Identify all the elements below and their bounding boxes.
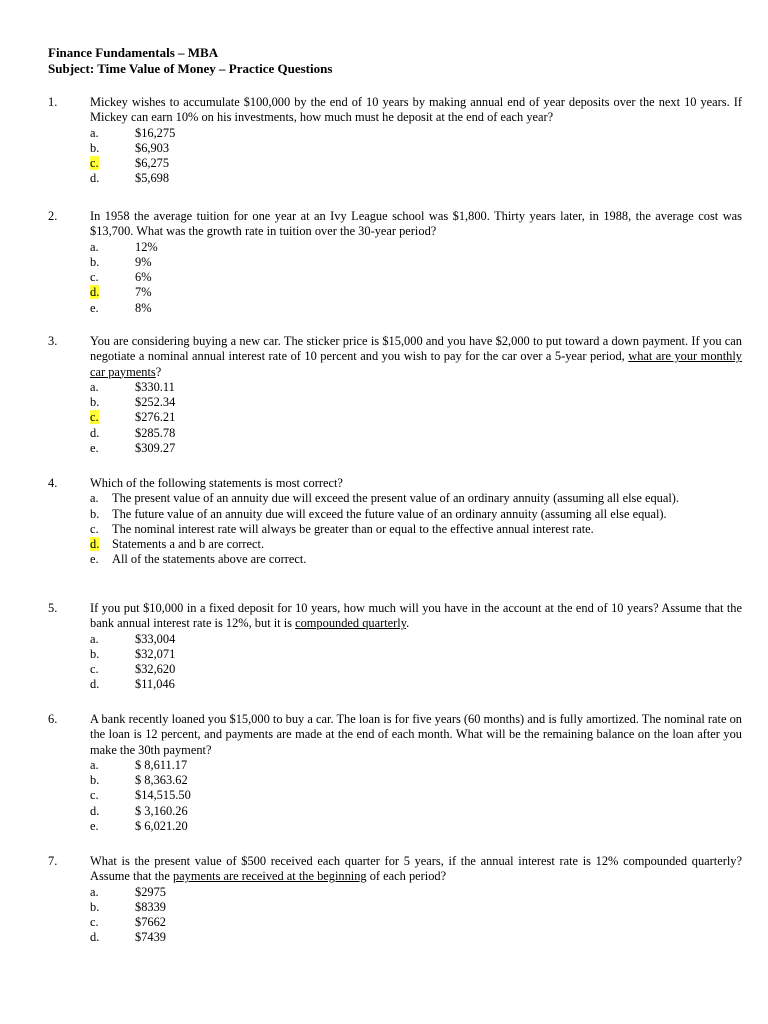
question-number: 5. xyxy=(48,601,58,615)
option-value: $330.11 xyxy=(135,379,175,394)
option-row xyxy=(48,885,742,900)
option-value: $14,515.50 xyxy=(135,788,191,803)
option-letter: a. xyxy=(90,884,99,899)
option-value: $16,275 xyxy=(135,125,176,140)
option-row xyxy=(48,410,742,425)
option-letter: b. xyxy=(90,899,100,914)
option-row xyxy=(48,552,742,567)
option-letter: d. xyxy=(90,803,100,818)
option-row xyxy=(48,819,742,834)
option-letter: e. xyxy=(90,300,99,315)
option-letter-highlighted: c. xyxy=(90,156,99,171)
document-header xyxy=(48,45,332,77)
option-letter: a. xyxy=(90,631,99,646)
option-letter-highlighted: c. xyxy=(90,410,99,425)
option-value: 8% xyxy=(135,300,152,315)
option-value: $ 6,021.20 xyxy=(135,819,188,834)
underlined-phrase: what are your monthly car payments xyxy=(90,349,742,379)
option-value: 6% xyxy=(135,270,152,285)
option-row xyxy=(48,441,742,456)
question-6 xyxy=(48,712,742,834)
option-row xyxy=(48,677,742,692)
option-row xyxy=(48,380,742,395)
option-value: $252.34 xyxy=(135,395,176,410)
option-row xyxy=(48,270,742,285)
underlined-phrase: payments are received at the beginning xyxy=(172,869,367,884)
option-row xyxy=(48,301,742,316)
option-letter: a. xyxy=(90,239,99,254)
question-5 xyxy=(48,601,742,693)
option-letter: d. xyxy=(90,930,100,945)
option-letter: a. xyxy=(90,125,99,140)
option-value: $11,046 xyxy=(135,677,175,692)
option-value: 7% xyxy=(135,285,152,300)
option-letter: b. xyxy=(90,395,100,410)
question-2 xyxy=(48,209,742,316)
option-letter-highlighted: d. xyxy=(90,285,100,300)
question-number: 2. xyxy=(48,209,58,223)
option-value: $8339 xyxy=(135,899,166,914)
question-number: 1. xyxy=(48,95,58,109)
option-value: $5,698 xyxy=(135,171,170,186)
option-letter: b. xyxy=(90,773,100,788)
question-number: 7. xyxy=(48,854,58,868)
option-value: All of the statements above are correct. xyxy=(112,552,307,567)
question-3 xyxy=(48,334,742,456)
option-row xyxy=(48,285,742,300)
option-letter: d. xyxy=(90,171,100,186)
question-text: A bank recently loaned you $15,000 to buy a car. The loan is for five years (60 months) and is fully amortized. The nominal rate on the loan is 12 percent, and payments are made at the end of each month. What will be the remaining balance on the loan after you make the 30th payment? xyxy=(90,712,742,757)
option-letter: b. xyxy=(90,140,100,155)
option-letter: e. xyxy=(90,819,99,834)
option-letter-highlighted: d. xyxy=(90,537,100,552)
option-row xyxy=(48,915,742,930)
option-value: $32,071 xyxy=(135,646,176,661)
option-value: $ 8,611.17 xyxy=(135,757,188,772)
option-row xyxy=(48,395,742,410)
option-value: $285.78 xyxy=(135,425,176,440)
option-value: $7439 xyxy=(135,930,166,945)
question-number: 6. xyxy=(48,712,58,726)
option-value: $ 8,363.62 xyxy=(135,773,188,788)
option-value: 9% xyxy=(135,254,152,269)
option-value: The present value of an annuity due will exceed the present value of an ordinary annuity (assuming all else equal). xyxy=(112,491,680,506)
option-row xyxy=(48,758,742,773)
option-letter: d. xyxy=(90,425,100,440)
option-value: Statements a and b are correct. xyxy=(112,537,265,552)
option-row xyxy=(48,788,742,803)
option-value: $309.27 xyxy=(135,441,176,456)
option-row xyxy=(48,930,742,945)
question-number: 3. xyxy=(48,334,58,348)
option-value: $2975 xyxy=(135,884,166,899)
option-value: $6,275 xyxy=(135,156,170,171)
question-text: What is the present value of $500 received each quarter for 5 years, if the annual interest rate is 12% compounded quarterly? Assume that the payments are received at the beginning of each period? xyxy=(90,854,742,884)
underlined-phrase: compounded quarterly xyxy=(295,616,407,631)
option-letter: c. xyxy=(90,270,99,285)
question-text: In 1958 the average tuition for one year at an Ivy League school was $1,800. Thirty years later, in 1988, the average cost was $13,700. What was the growth rate in tuition over the 30-year period? xyxy=(90,209,742,239)
option-letter: b. xyxy=(90,646,100,661)
option-row xyxy=(48,156,742,171)
option-value: $276.21 xyxy=(135,410,176,425)
option-letter: c. xyxy=(90,521,99,536)
option-value: 12% xyxy=(135,239,158,254)
option-row xyxy=(48,522,742,537)
question-text: You are considering buying a new car. The sticker price is $15,000 and you have $2,000 to put toward a down payment. If you can negotiate a nominal annual interest rate of 10 percent and you wish to pay for the car over a 5-year period, what are your monthly car payments? xyxy=(90,334,742,379)
option-row xyxy=(48,240,742,255)
question-text: Which of the following statements is most correct? xyxy=(90,476,343,490)
question-text: Mickey wishes to accumulate $100,000 by the end of 10 years by making annual end of year deposits over the next 10 years. If Mickey can earn 10% on his investments, how much must he deposit at the end of each year? xyxy=(90,95,742,125)
option-row xyxy=(48,773,742,788)
question-text: If you put $10,000 in a fixed deposit for 10 years, how much will you have in the account at the end of 10 years? Assume that the bank annual interest rate is 12%, but it is compounded quarterly. xyxy=(90,601,742,631)
option-row xyxy=(48,507,742,522)
option-value: The nominal interest rate will always be greater than or equal to the effective annual interest rate. xyxy=(112,521,594,536)
option-value: $ 3,160.26 xyxy=(135,803,188,818)
question-4 xyxy=(48,476,742,568)
option-row xyxy=(48,662,742,677)
option-row xyxy=(48,804,742,819)
option-letter: c. xyxy=(90,662,99,677)
option-row xyxy=(48,632,742,647)
option-value: $7662 xyxy=(135,915,166,930)
subject-title: Subject: Time Value of Money – Practice Questions xyxy=(48,61,333,76)
option-letter: a. xyxy=(90,757,99,772)
option-value: The future value of an annuity due will exceed the future value of an ordinary annuity (assuming all else equal). xyxy=(112,506,667,521)
option-row xyxy=(48,141,742,156)
option-letter: b. xyxy=(90,506,100,521)
question-7 xyxy=(48,854,742,946)
option-letter: e. xyxy=(90,552,99,567)
option-letter: a. xyxy=(90,379,99,394)
option-row xyxy=(48,255,742,270)
question-1 xyxy=(48,95,742,187)
option-letter: d. xyxy=(90,677,100,692)
option-row xyxy=(48,900,742,915)
option-letter: c. xyxy=(90,915,99,930)
option-row xyxy=(48,171,742,186)
option-row xyxy=(48,647,742,662)
option-row xyxy=(48,126,742,141)
question-number: 4. xyxy=(48,476,58,490)
option-row xyxy=(48,491,742,506)
option-letter: c. xyxy=(90,788,99,803)
option-letter: e. xyxy=(90,441,99,456)
option-value: $32,620 xyxy=(135,662,176,677)
option-letter: a. xyxy=(90,491,99,506)
option-row xyxy=(48,537,742,552)
option-letter: b. xyxy=(90,254,100,269)
option-value: $33,004 xyxy=(135,631,176,646)
course-title: Finance Fundamentals – MBA xyxy=(48,45,219,60)
option-value: $6,903 xyxy=(135,140,170,155)
option-row xyxy=(48,426,742,441)
